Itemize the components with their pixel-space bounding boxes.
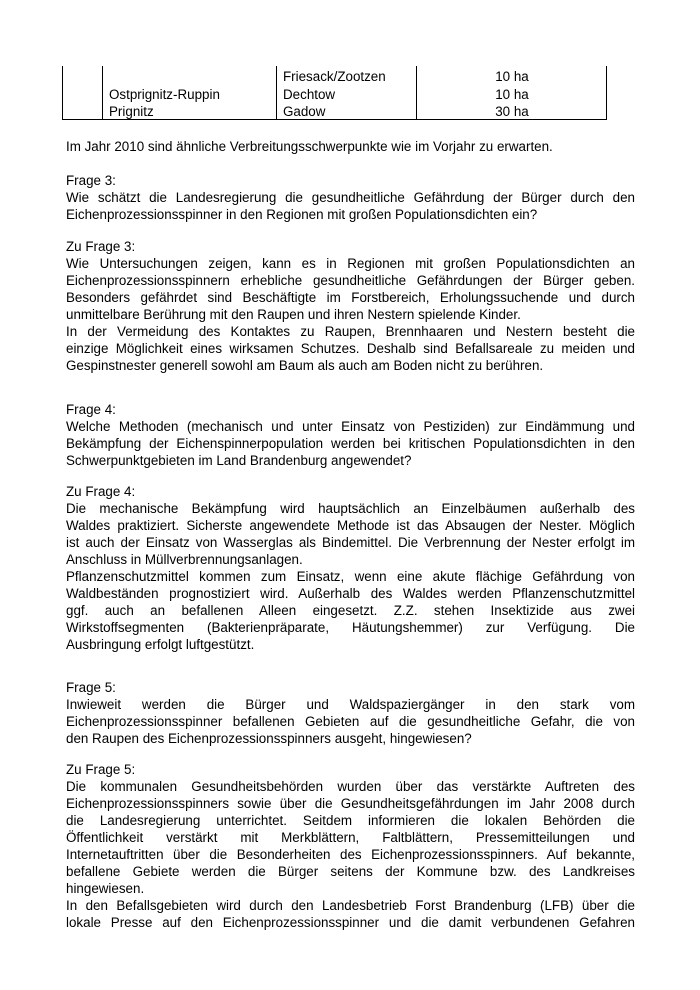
table-border-left	[62, 66, 63, 119]
table-border-right	[606, 66, 607, 119]
text-line: Ausbringung erfolgt luftgestützt.	[66, 637, 255, 652]
text-line: Wirkstoffsegmenten (Bakterienpräparate, Häutungshemmer) zur Verfügung. Die	[66, 620, 635, 635]
text-line: einzige Möglichkeit eines wirksamen Schutzes. Deshalb sind Befallsareale zu meiden und	[66, 341, 635, 356]
text-line: Schwerpunktgebieten im Land Brandenburg angewendet?	[66, 453, 412, 468]
text-line: unmittelbare Berührung mit den Raupen und ihren Nestern spielende Kinder.	[66, 307, 521, 322]
intro-paragraph	[66, 138, 635, 155]
question-3	[66, 172, 635, 223]
question-4	[66, 401, 635, 469]
table-cell-area: 30 ha	[495, 104, 529, 119]
answer-4	[66, 483, 635, 653]
text-line: ist auch der Einsatz von Wasserglas als Bindemittel. Die Verbrennung der Nester erfolgt im	[66, 535, 635, 550]
text-line: Besonders gefährdet sind Beschäftigte im Forstbereich, Erholungssuchende und durch	[66, 290, 635, 305]
answer-label: Zu Frage 3:	[66, 239, 136, 254]
text-line: die Landesregierung unterrichtet. Seitdem informieren die lokalen Behörden die	[66, 813, 635, 828]
text-line: Eichenprozessionsspinners sowie über die Gesundheitsgefährdungen im Jahr 2008 durch	[66, 796, 635, 811]
answer-label: Zu Frage 5:	[66, 762, 136, 777]
table-cell-district: Ostprignitz-Ruppin	[109, 87, 220, 102]
text-line: hingewiesen.	[66, 881, 145, 896]
answer-label: Zu Frage 4:	[66, 484, 136, 499]
table-column-divider	[102, 66, 103, 119]
text-line: Inwieweit werden die Bürger und Waldspaziergänger in den stark vom	[66, 697, 635, 712]
text-line: befallene Gebiete werden die Bürger seitens der Kommune bzw. des Landkreises	[66, 864, 635, 879]
answer-5	[66, 761, 635, 931]
intro-text: Im Jahr 2010 sind ähnliche Verbreitungsschwerpunkte wie im Vorjahr zu erwarten.	[66, 139, 553, 154]
text-line: Wie schätzt die Landesregierung die gesundheitliche Gefährdung der Bürger durch den	[66, 190, 635, 205]
answer-3	[66, 238, 635, 374]
text-line: Eichenprozessionsspinner in den Regionen mit großen Populationsdichten ein?	[66, 207, 538, 222]
text-line: Pflanzenschutzmittel kommen zum Einsatz, wenn eine akute flächige Gefährdung von	[66, 569, 635, 584]
table-column-divider	[416, 66, 417, 119]
table-cell-area: 10 ha	[495, 69, 529, 84]
text-line: Eichenprozessionsspinnern erhebliche gesundheitliche Gefährdungen der Bürger geben.	[66, 273, 635, 288]
text-line: Eichenprozessionsspinner befallenen Gebieten auf die gesundheitliche Gefahr, die von	[66, 714, 635, 729]
text-line: Internetauftritten über die Besonderheiten des Eichenprozessionsspinners. Auf bekannte,	[66, 847, 635, 862]
text-line: Wie Untersuchungen zeigen, kann es in Regionen mit großen Populationsdichten an	[66, 256, 635, 271]
text-line: ggf. auch an befallenen Alleen eingesetzt. Z.Z. stehen Insektizide aus zwei	[66, 603, 635, 618]
text-line: Die kommunalen Gesundheitsbehörden wurden über das verstärkte Auftreten des	[66, 779, 635, 794]
text-line: Waldbeständen prognostiziert wird. Außerhalb des Waldes werden Pflanzenschutzmittel	[66, 586, 635, 601]
text-line: den Raupen des Eichenprozessionsspinners ausgeht, hingewiesen?	[66, 731, 472, 746]
table-cell-place: Gadow	[283, 104, 326, 119]
question-5	[66, 679, 635, 747]
text-line: Welche Methoden (mechanisch und unter Einsatz von Pestiziden) zur Eindämmung und	[66, 419, 635, 434]
question-label: Frage 3:	[66, 173, 116, 188]
text-line: In der Vermeidung des Kontaktes zu Raupen, Brennhaaren und Nestern besteht die	[66, 324, 635, 339]
text-line: Gespinstnester generell sowohl am Baum als auch am Boden nicht zu berühren.	[66, 358, 544, 373]
text-line: Die mechanische Bekämpfung wird hauptsächlich an Einzelbäumen außerhalb des	[66, 501, 635, 516]
text-line: Bekämpfung der Eichenspinnerpopulation werden bei kritischen Populationsdichten in den	[66, 436, 635, 451]
text-line: Waldes praktiziert. Sicherste angewendete Methode ist das Absaugen der Nester. Möglich	[66, 518, 635, 533]
table-cell-district: Prignitz	[109, 104, 154, 119]
question-label: Frage 5:	[66, 680, 116, 695]
text-line: In den Befallsgebieten wird durch den Landesbetrieb Forst Brandenburg (LFB) über die	[66, 898, 635, 913]
table-cell-area: 10 ha	[495, 87, 529, 102]
table-cell-place: Friesack/Zootzen	[283, 69, 386, 84]
text-line: lokale Presse auf den Eichenprozessionsspinner und die damit verbundenen Gefahren	[66, 915, 635, 930]
question-label: Frage 4:	[66, 402, 116, 417]
text-line: Öffentlichkeit verstärkt mit Merkblättern, Faltblättern, Pressemitteilungen und	[66, 830, 635, 845]
infestation-table	[62, 66, 607, 120]
text-line: Anschluss in Müllverbrennungsanlagen.	[66, 552, 303, 567]
table-cell-place: Dechtow	[283, 87, 336, 102]
table-column-divider	[276, 66, 277, 119]
